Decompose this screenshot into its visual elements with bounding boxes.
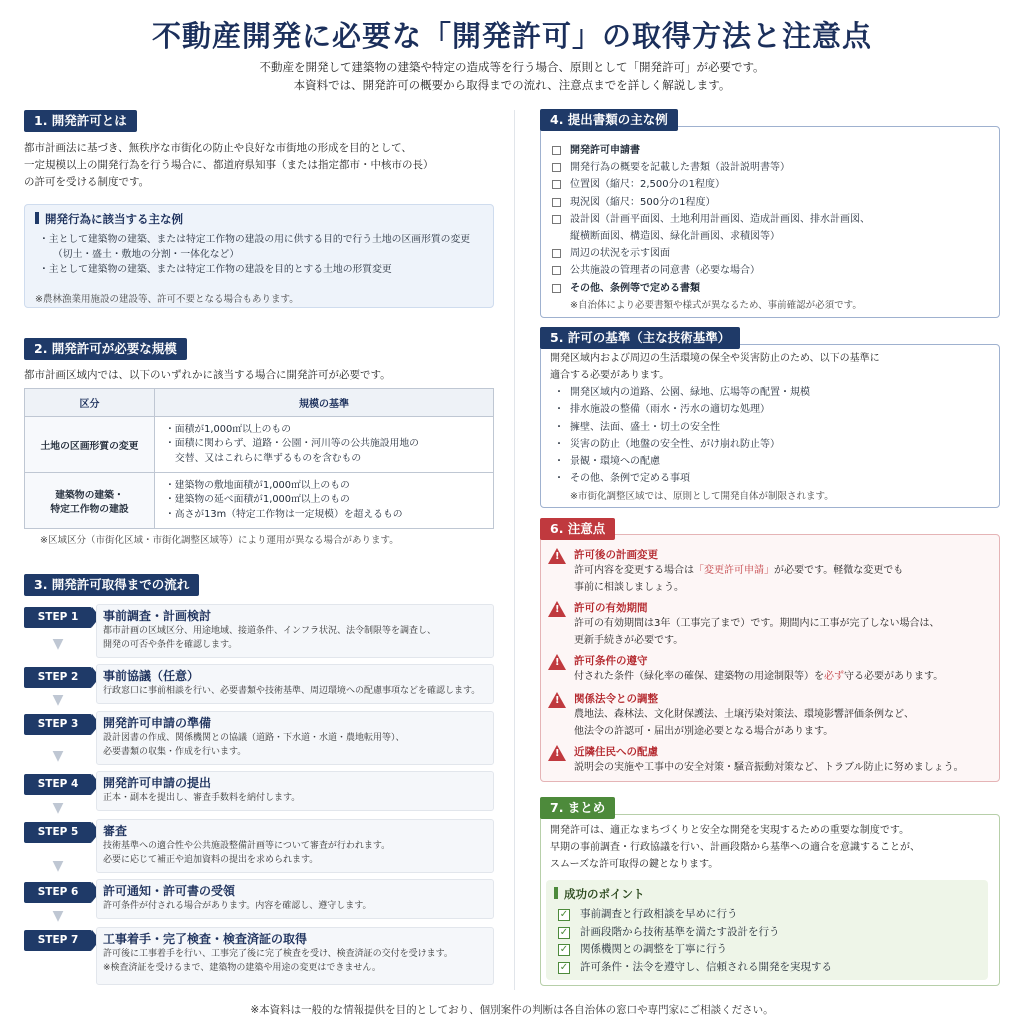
- documents-note: ※自治体により必要書類や様式が異なるため、事前確認が必須です。: [570, 299, 862, 311]
- checkbox-icon: [552, 163, 561, 172]
- table-cell-criteria: ・ 建築物の敷地面積が1,000㎡以上のもの ・ 建築物の延べ面積が1,000㎡以上のもの ・ 高さが13m（特定工作物は一定規模）を超えるもの: [155, 473, 494, 529]
- step-title: 開発許可申請の準備: [103, 716, 212, 730]
- section-3-heading: 3. 開発許可取得までの流れ: [24, 574, 199, 596]
- step-5-badge: STEP 5: [24, 822, 92, 843]
- section-6-heading: 6. 注意点: [540, 518, 615, 540]
- criteria-note: ※市街化調整区域では、原則として開発自体が制限されます。: [570, 490, 834, 502]
- section-1-body: 都市計画法に基づき、無秩序な市街化の防止や良好な市街地の形成を目的として、 一定規模以上の開発行為を行う場合に、都道府県知事（または指定都市・中核市の長） の許可を受ける制度です。: [24, 142, 434, 188]
- check-icon: ✓: [559, 909, 569, 920]
- step-desc: 開発の可否や条件を確認します。: [103, 639, 238, 650]
- step-title: 事前協議（任意）: [103, 669, 200, 683]
- list-item: 開発許可申請書: [552, 142, 992, 159]
- section-4-heading: 4. 提出書類の主な例: [540, 109, 678, 131]
- checkbox-icon: [552, 249, 561, 258]
- section-5-intro: 開発区域内および周辺の生活環境の保全や災害防止のため、以下の基準に 適合する必要があります。: [550, 353, 880, 381]
- table-cell-criteria: ・ 面積が1,000㎡以上のもの ・ 面積に関わらず、道路・公園・河川等の公共施設用地の 交替、又はこれらに準ずるものを含むもの: [155, 417, 494, 473]
- list-item: ・ 災害の防止（地盤の安全性、がけ崩れ防止等）: [552, 436, 992, 453]
- check-icon: ✓: [559, 961, 569, 973]
- section-2-intro: 都市計画区域内では、以下のいずれかに該当する場合に開発許可が必要です。: [24, 369, 391, 381]
- step-6-card: [96, 879, 494, 919]
- list-item: 現況図（縮尺：500分の1程度）: [552, 194, 992, 211]
- step-5-card: [96, 819, 494, 873]
- table-cell-label: 建築物の建築・ 特定工作物の建設: [25, 473, 155, 529]
- step-desc: 行政窓口に事前相談を行い、必要書類や技術基準、周辺環境への配慮事項などを確認します。: [103, 686, 481, 696]
- examples-note: ※農林漁業用施設の建設等、許可不要となる場合もあります。: [35, 294, 299, 305]
- step-desc: 必要書類の収集・作成を行います。: [103, 746, 247, 757]
- checkbox-icon: [552, 284, 561, 293]
- step-title: 工事着手・完了検査・検査済証の取得: [103, 932, 308, 946]
- development-examples-box: [24, 204, 494, 308]
- table-row: [25, 473, 494, 529]
- success-points-heading: 成功のポイント: [554, 886, 645, 902]
- section-2-heading: 2. 開発許可が必要な規模: [24, 338, 187, 360]
- step-title: 審査: [103, 824, 128, 838]
- step-title: 許可通知・許可書の受領: [103, 884, 236, 898]
- caution-item: ! 許可後の計画変更 許可内容を変更する場合は「変更許可申請」が必要です。軽微な変更でも 事前に相談しましょう。: [548, 547, 994, 596]
- documents-list: [552, 142, 992, 314]
- caution-item: ! 近隣住民への配慮 説明会の実施や工事中の安全対策・騒音振動対策など、トラブル防止に努めましょう。: [548, 744, 994, 777]
- list-item: ・ 主として建築物の建築、または特定工作物の建設の用に供する目的で行う土地の区画形質の変更: [39, 232, 489, 247]
- list-item: ・ 景観・環境への配慮: [552, 453, 992, 470]
- checkbox-icon: [552, 180, 561, 189]
- page-title: 不動産開発に必要な「開発許可」の取得方法と注意点: [151, 19, 872, 53]
- checkbox-icon: [552, 198, 561, 207]
- table-header-criteria: 規模の基準: [155, 389, 494, 417]
- list-item: ・ 擁壁、法面、盛土・切土の安全性: [552, 419, 992, 436]
- warning-icon: !: [548, 548, 566, 564]
- list-item: 周辺の状況を示す図面: [552, 245, 992, 262]
- step-desc: 許可条件が付される場合があります。内容を確認し、遵守します。: [103, 901, 372, 911]
- step-3-card: [96, 711, 494, 765]
- checkbox-icon: [552, 146, 561, 155]
- list-item: 設計図（計画平面図、土地利用計画図、造成計画図、排水計画図、: [552, 211, 992, 228]
- step-2-card: [96, 664, 494, 704]
- step-desc: 必要に応じて補正や追加資料の提出を求められます。: [103, 854, 319, 865]
- list-item: その他、条例等で定める書類: [552, 280, 992, 297]
- criteria-list: [552, 384, 992, 505]
- step-title: 事前調査・計画検討: [103, 609, 212, 623]
- list-item: ✓ 許可条件・法令を遵守し、信頼される開発を実現する: [559, 960, 832, 973]
- list-item: ✓ 関係機関との調整を丁寧に行う: [559, 943, 727, 955]
- list-item: 位置図（縮尺：2,500分の1程度）: [552, 176, 992, 193]
- step-desc: 技術基準への適合性や公共施設整備計画等について審査が行われます。: [103, 841, 391, 851]
- step-7-card: [96, 927, 494, 985]
- list-item: ✓ 計画段階から技術基準を満たす設計を行う: [559, 925, 780, 938]
- section-1-heading: 1. 開発許可とは: [24, 110, 137, 132]
- column-divider: [514, 110, 515, 990]
- success-points-box: [546, 880, 988, 980]
- step-7-badge: STEP 7: [24, 930, 92, 951]
- summary-body: 開発許可は、適正なまちづくりと安全な開発を実現するための重要な制度です。 早期の事前調査・行政協議を行い、計画段階から基準への適合を意識することが、 スムーズな許可取得の鍵となります。: [550, 825, 920, 870]
- step-3-badge: STEP 3: [24, 714, 92, 735]
- checkbox-icon: [552, 215, 561, 224]
- arrow-down-icon: ▼: [52, 636, 64, 652]
- list-item: ✓ 事前調査と行政相談を早めに行う: [559, 908, 738, 920]
- list-item: 公共施設の管理者の同意書（必要な場合）: [552, 262, 992, 279]
- step-desc: 都市計画の区域区分、用途地域、接道条件、インフラ状況、法令制限等を調査し、: [103, 626, 437, 636]
- warning-icon: !: [548, 654, 566, 670]
- step-6-badge: STEP 6: [24, 882, 92, 903]
- warning-icon: !: [548, 601, 566, 617]
- examples-heading: 開発行為に該当する主な例: [35, 211, 183, 227]
- section-7-heading: 7. まとめ: [540, 797, 615, 819]
- table-row: [25, 417, 494, 473]
- caution-item: ! 許可条件の遵守 付された条件（緑化率の確保、建築物の用途制限等）を必ず守る必要があります。: [548, 653, 994, 686]
- step-title: 開発許可申請の提出: [103, 776, 212, 790]
- arrow-down-icon: ▼: [52, 800, 64, 816]
- list-item: ・ 開発区域内の道路、公園、緑地、広場等の配置・規模: [552, 384, 992, 401]
- step-desc: 正本・副本を提出し、審査手数料を納付します。: [103, 793, 301, 803]
- step-2-badge: STEP 2: [24, 667, 92, 688]
- step-4-badge: STEP 4: [24, 774, 92, 795]
- step-desc: 設計図書の作成、関係機関との協議（道路・下水道・水道・農地転用等）、: [103, 733, 405, 743]
- step-1-card: [96, 604, 494, 658]
- examples-list: [39, 232, 489, 277]
- list-item: ・ その他、条例で定める事項: [552, 470, 992, 487]
- section-2-note: ※区域区分（市街化区域・市街化調整区域等）により運用が異なる場合があります。: [40, 535, 399, 546]
- arrow-down-icon: ▼: [52, 748, 64, 764]
- caution-item: ! 関係法令との調整 農地法、森林法、文化財保護法、土壌汚染対策法、環境影響評価条例など、 他法令の許認可・届出が別途必要となる場合があります。: [548, 691, 994, 740]
- scale-criteria-table: [24, 388, 494, 529]
- warning-icon: !: [548, 745, 566, 761]
- warning-icon: !: [548, 692, 566, 708]
- list-item-continued: 縦横断面図、構造図、緑化計画図、求積図等）: [570, 231, 780, 243]
- step-4-card: [96, 771, 494, 811]
- arrow-down-icon: ▼: [52, 692, 64, 708]
- list-item: ・ 排水施設の整備（雨水・汚水の適切な処理）: [552, 401, 992, 418]
- list-item: 開発行為の概要を記載した書類（設計説明書等）: [552, 159, 992, 176]
- step-desc: 許可後に工事着手を行い、工事完了後に完了検査を受け、検査済証の交付を受けます。: [103, 949, 453, 959]
- success-points-list: [558, 906, 832, 976]
- table-header-category: 区分: [25, 389, 155, 417]
- check-icon: ✓: [559, 944, 569, 955]
- list-item-continued: （切土・盛土・敷地の分割・一体化など）: [53, 249, 240, 260]
- footer-note: ※本資料は一般的な情報提供を目的としており、個別案件の判断は各自治体の窓口や専門家にご相談ください。: [250, 1004, 774, 1016]
- table-cell-label: 土地の区画形質の変更: [25, 417, 155, 473]
- step-desc: ※検査済証を受けるまで、建築物の建築や用途の変更はできません。: [103, 962, 381, 973]
- step-1-badge: STEP 1: [24, 607, 92, 628]
- checkbox-icon: [552, 266, 561, 275]
- arrow-down-icon: ▼: [52, 908, 64, 924]
- caution-item: ! 許可の有効期間 許可の有効期間は3年（工事完了まで）です。期間内に工事が完了しない場合は、 更新手続きが必要です。: [548, 600, 994, 649]
- table-header-row: [25, 389, 494, 417]
- check-icon: ✓: [559, 926, 569, 938]
- page-subtitle: 不動産を開発して建築物の建築や特定の造成等を行う場合、原則として「開発許可」が必要です。 本資料では、開発許可の概要から取得までの流れ、注意点までを詳しく解説します。: [259, 60, 765, 92]
- section-5-heading: 5. 許可の基準（主な技術基準）: [540, 327, 740, 349]
- list-item: ・ 主として建築物の建築、または特定工作物の建設を目的とする土地の形質変更: [39, 262, 489, 277]
- arrow-down-icon: ▼: [52, 858, 64, 874]
